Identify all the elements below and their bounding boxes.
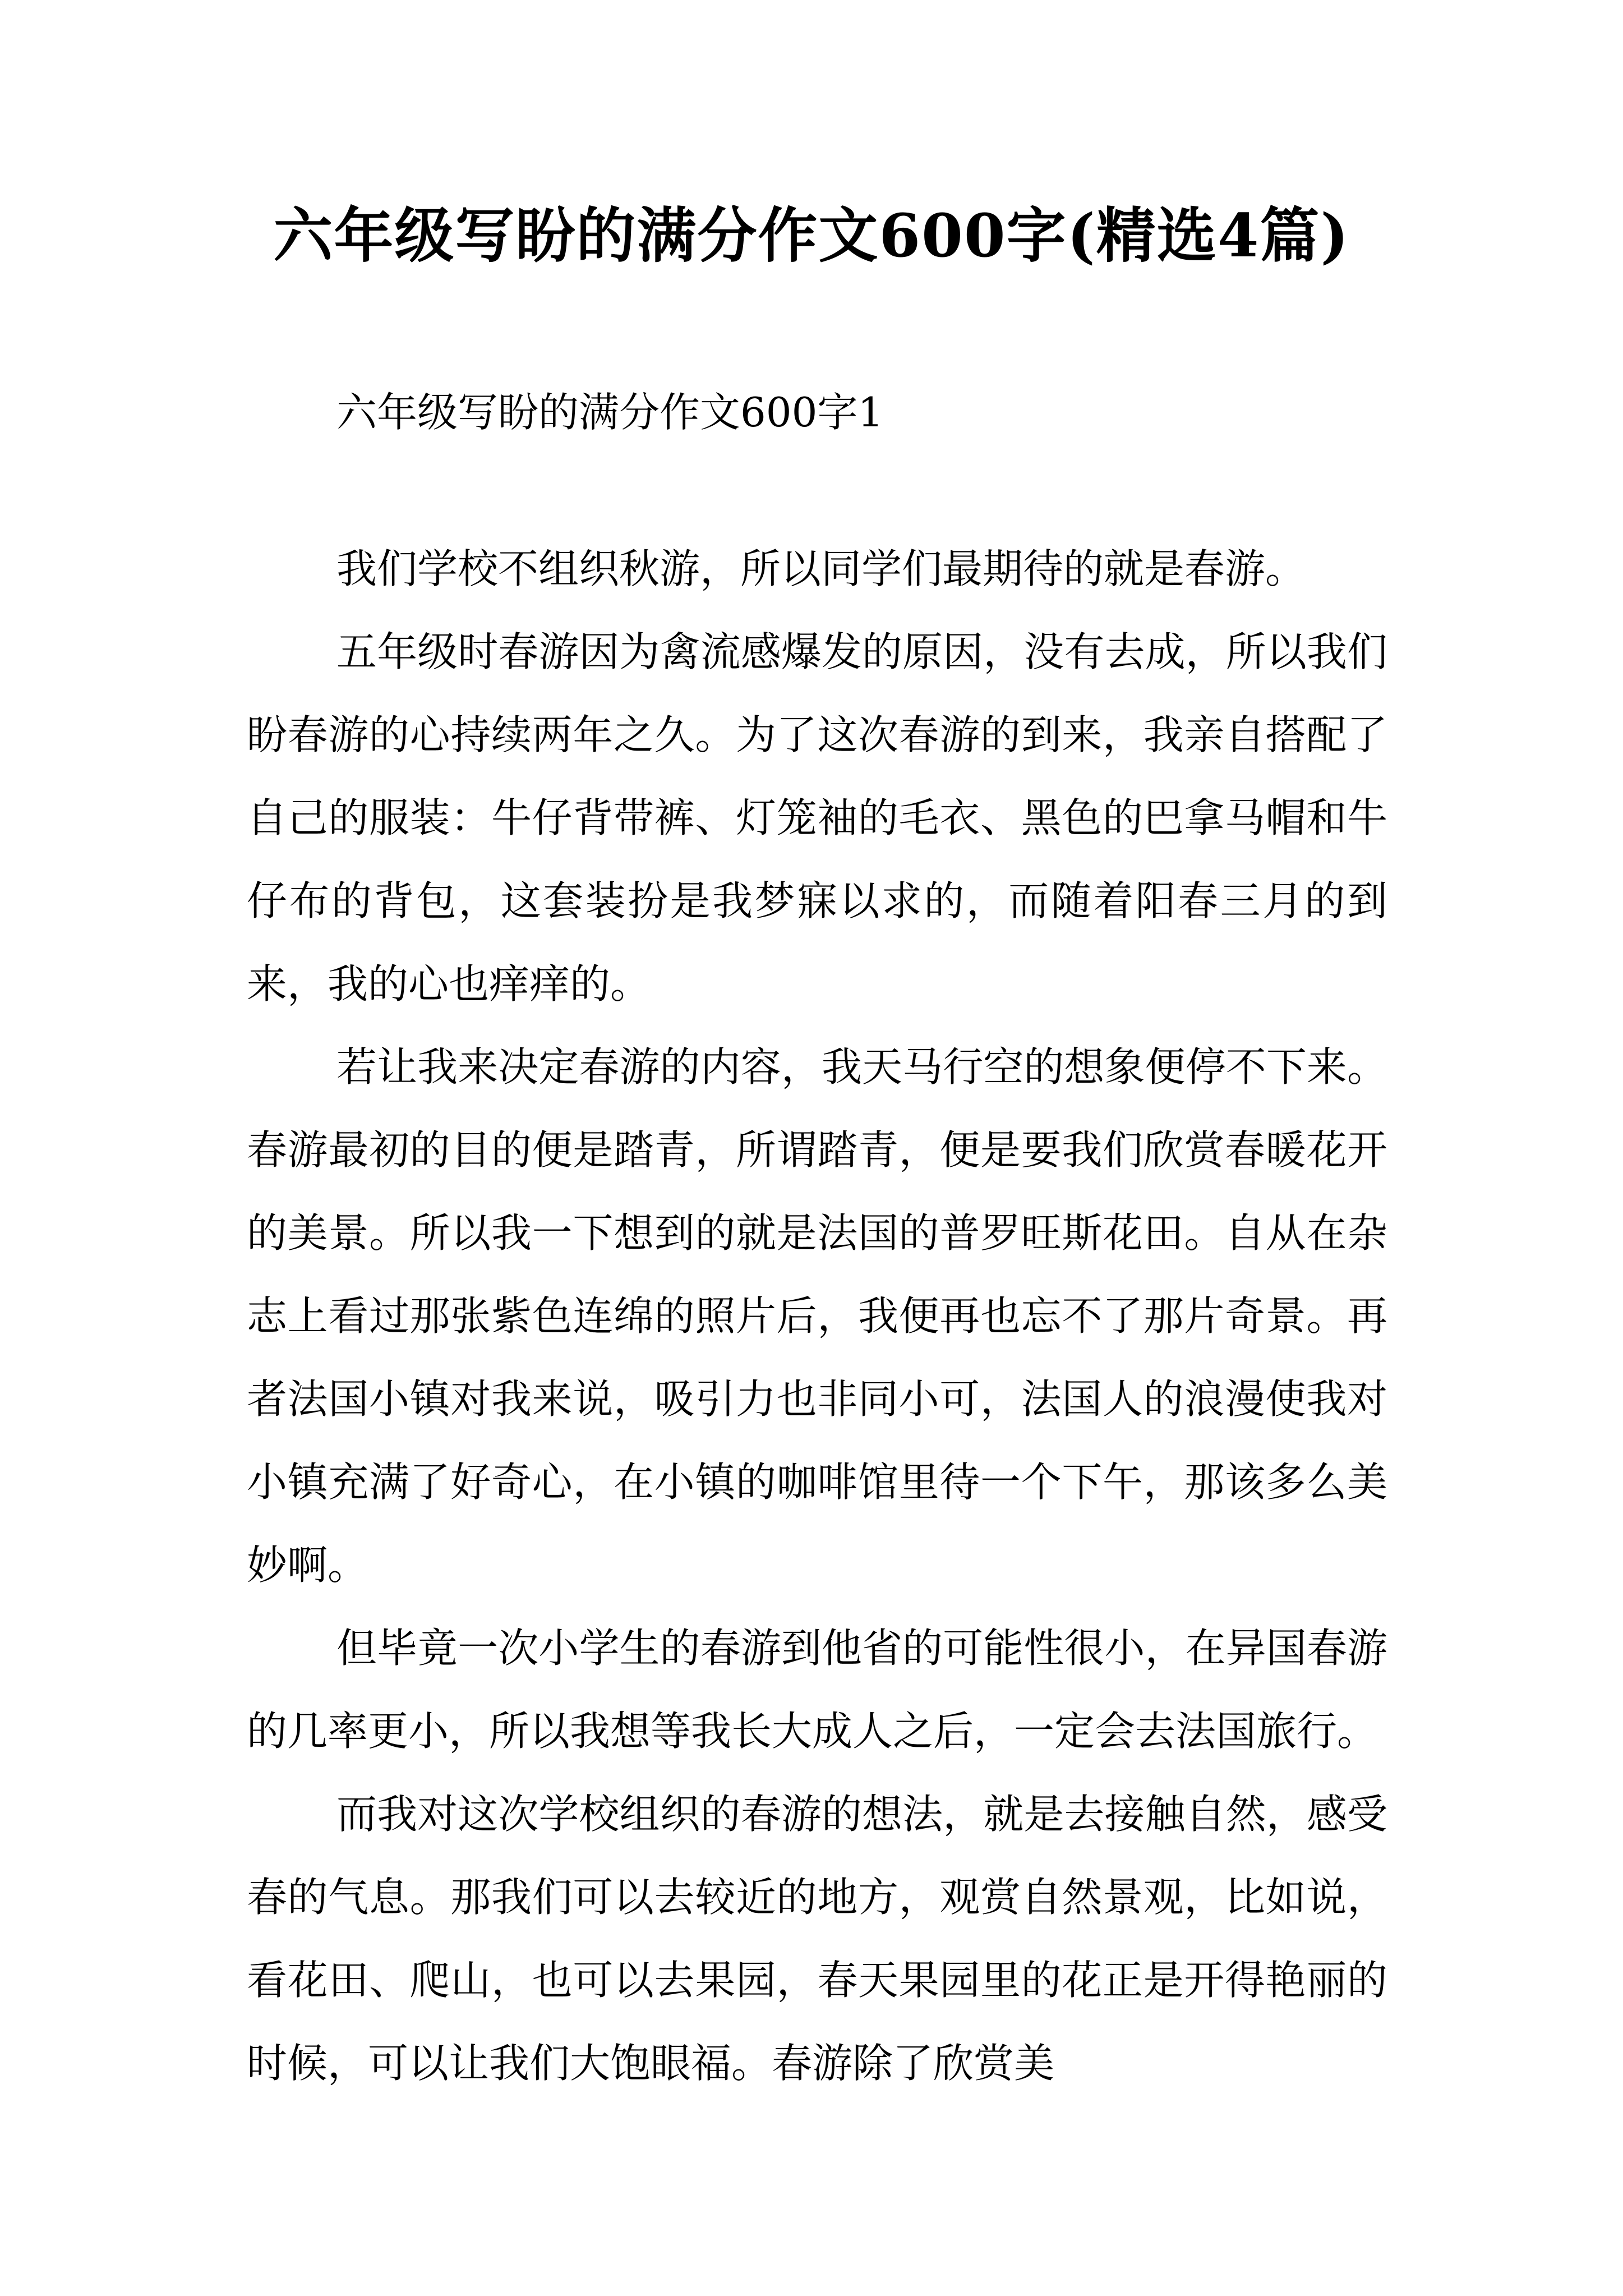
paragraph-2: 五年级时春游因为禽流感爆发的原因，没有去成，所以我们盼春游的心持续两年之久。为了这次春游的到来，我亲自搭配了自己的服装：牛仔背带裤、灯笼袖的毛衣、黑色的巴拿马帽和牛仔布的背包，这套装扮是我梦寐以求的，而随着阳春三月的到来，我的心也痒痒的。 [247,628,1387,1007]
document-title: 六年级写盼的满分作文600字(精选4篇) [273,200,1350,270]
paragraph-4: 但毕竟一次小学生的春游到他省的可能性很小，在异国春游的几率更小，所以我想等我长大成人之后，一定会去法国旅行。 [247,1625,1387,1755]
essay-body [247,527,1387,2105]
paragraph-1: 我们学校不组织秋游，所以同学们最期待的就是春游。 [336,545,1306,592]
section-heading: 六年级写盼的满分作文600字1 [336,389,884,436]
paragraph-5: 而我对这次学校组织的春游的想法，就是去接触自然，感受春的气息。那我们可以去较近的地方，观赏自然景观，比如说，看花田、爬山，也可以去果园，春天果园里的花正是开得艳丽的时候，可以让我们大饱眼福。春游除了欣赏美 [247,1791,1387,2087]
paragraph-3: 若让我来决定春游的内容，我天马行空的想象便停不下来。春游最初的目的便是踏青，所谓踏青，便是要我们欣赏春暖花开的美景。所以我一下想到的就是法国的普罗旺斯花田。自从在杂志上看过那张紫色连绵的照片后，我便再也忘不了那片奇景。再者法国小镇对我来说，吸引力也非同小可，法国人的浪漫使我对小镇充满了好奇心，在小镇的咖啡馆里待一个下午，那该多么美妙啊。 [247,1043,1387,1589]
